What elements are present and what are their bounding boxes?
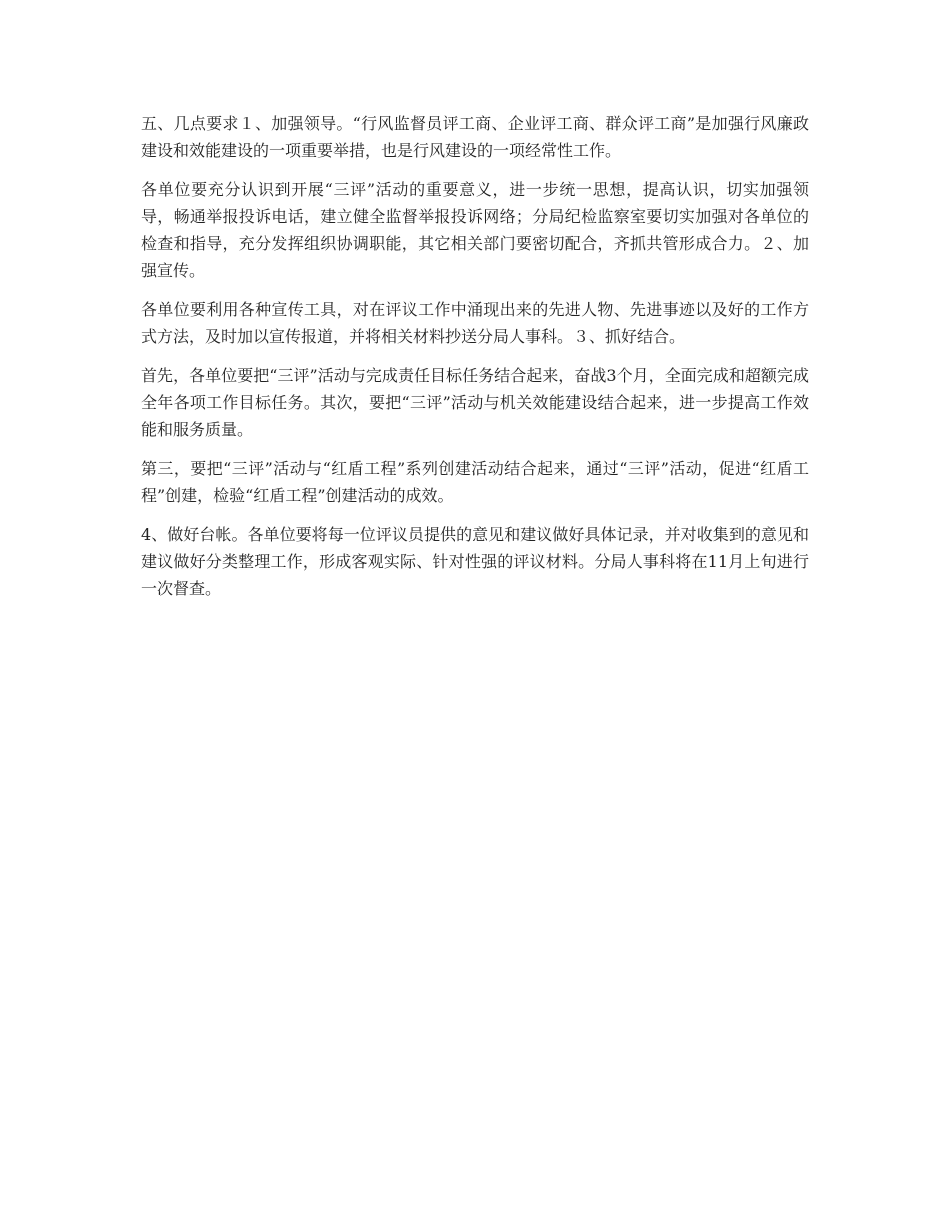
paragraph-combine-targets: 首先，各单位要把“三评”活动与完成责任目标任务结合起来，奋战3个月，全面完成和超额完成全年各项工作目标任务。其次，要把“三评”活动与机关效能建设结合起来，进一步提高工作效能和服务质量。 xyxy=(141,366,809,439)
paragraph-ledger-records: 4、做好台帐。各单位要将每一位评议员提供的意见和建议做好具体记录，并对收集到的意见和建议做好分类整理工作，形成客观实际、针对性强的评议材料。分局人事科将在11月上旬进行一次督查。 xyxy=(141,525,809,598)
paragraph-red-shield-project: 第三，要把“三评”活动与“红盾工程”系列创建活动结合起来，通过“三评”活动，促进“红盾工程”创建，检验“红盾工程”创建活动的成效。 xyxy=(141,459,809,505)
paragraph-understanding-publicity: 各单位要充分认识到开展“三评”活动的重要意义，进一步统一思想，提高认识，切实加强领导，畅通举报投诉电话，建立健全监督举报投诉网络；分局纪检监察室要切实加强对各单位的检查和指导，充分发挥组织协调职能，其它相关部门要密切配合，齐抓共管形成合力。２、加强宣传。 xyxy=(141,180,809,280)
paragraph-requirements-leadership: 五、几点要求１、加强领导。“行风监督员评工商、企业评工商、群众评工商”是加强行风廉政建设和效能建设的一项重要举措，也是行风建设的一项经常性工作。 xyxy=(141,114,809,160)
document-body xyxy=(141,110,809,614)
paragraph-publicity-tools: 各单位要利用各种宣传工具，对在评议工作中涌现出来的先进人物、先进事迹以及好的工作方式方法，及时加以宣传报道，并将相关材料抄送分局人事科。３、抓好结合。 xyxy=(141,300,809,346)
